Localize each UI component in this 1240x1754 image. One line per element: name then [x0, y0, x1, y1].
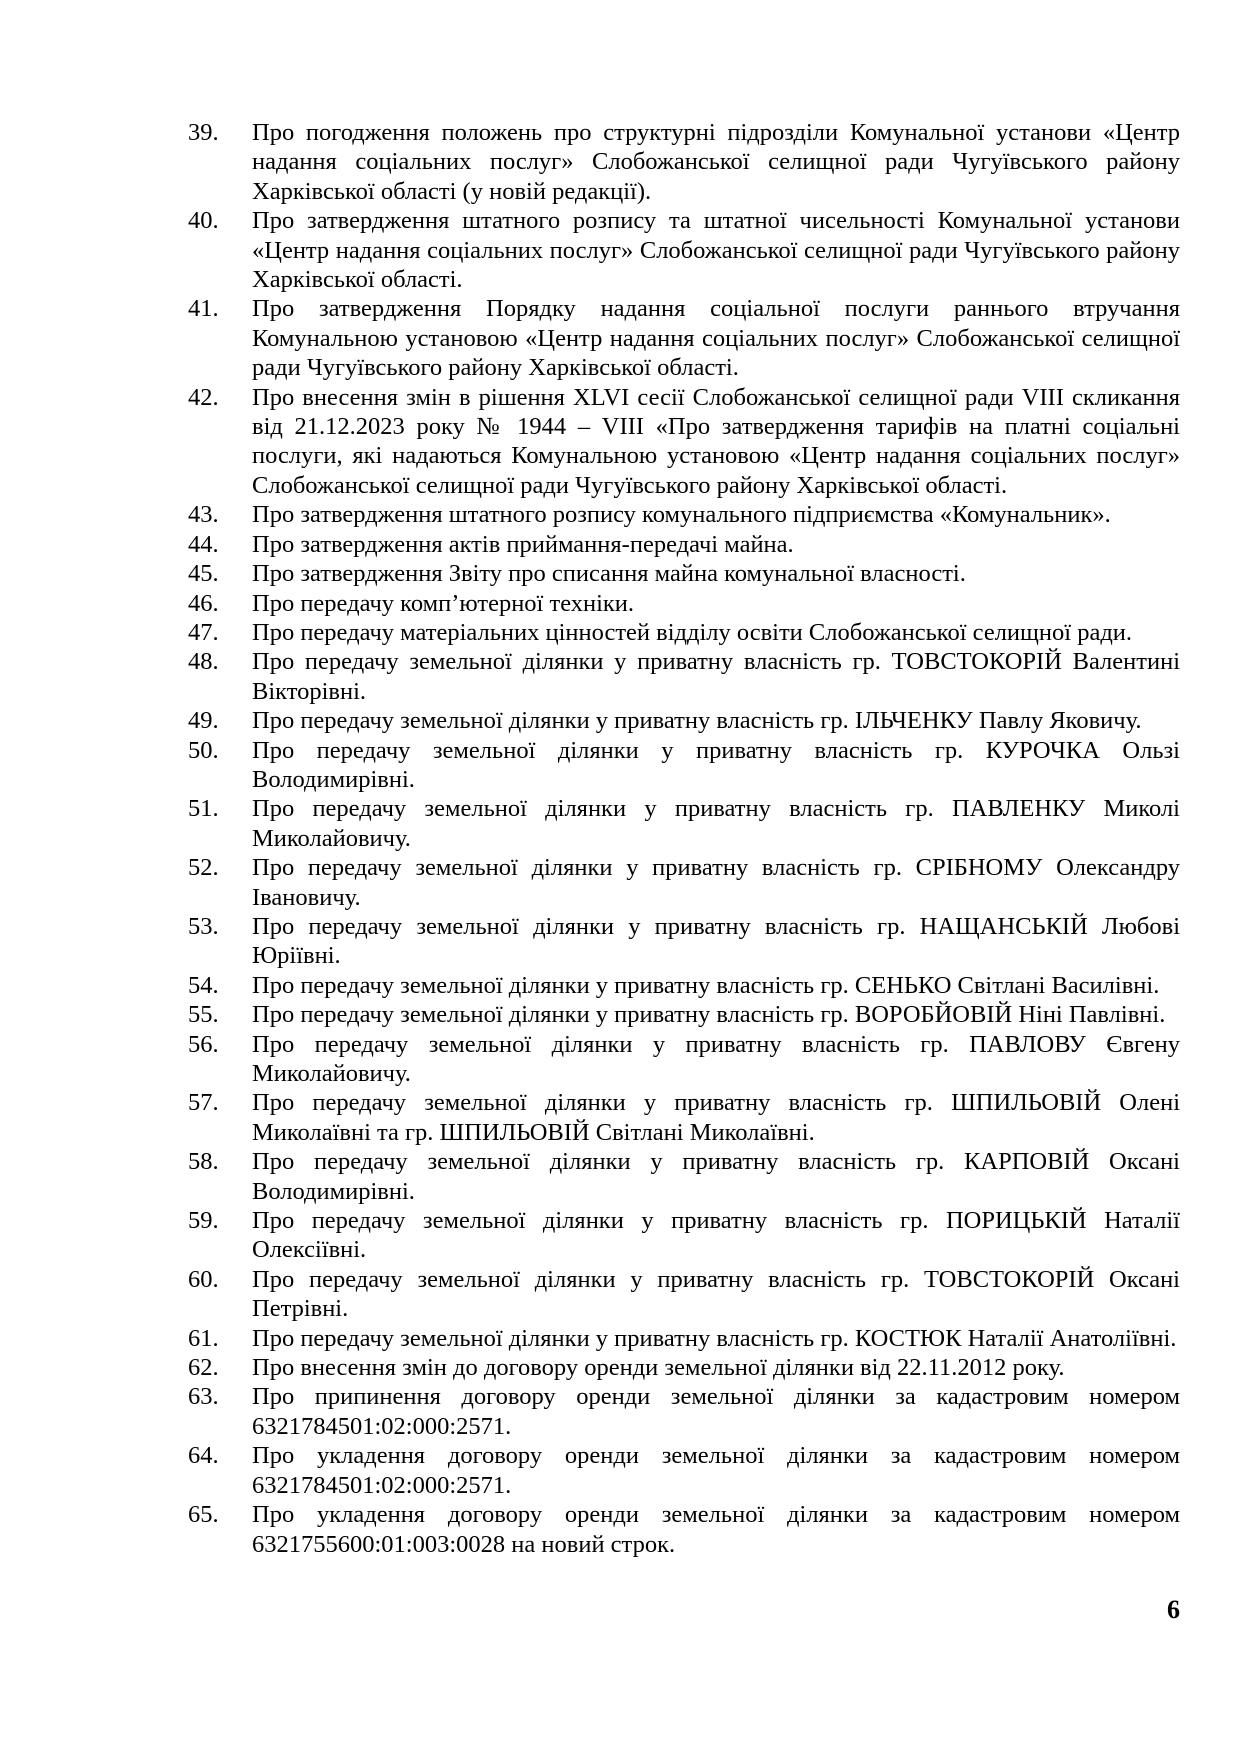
agenda-item: [188, 1353, 1180, 1382]
item-text: Про передачу земельної ділянки у приватну власність гр. ШПИЛЬОВІЙ Олені Миколаївні та гр. ШПИЛЬОВІЙ Світлані Миколаївні.: [252, 1089, 1180, 1146]
item-number: 51.: [188, 795, 219, 823]
agenda-list: [188, 118, 1180, 1559]
item-number: 42.: [188, 383, 219, 411]
agenda-item: [188, 618, 1180, 647]
item-text: Про передачу земельної ділянки у приватну власність гр. КАРПОВІЙ Оксані Володимирівні.: [252, 1148, 1180, 1205]
item-number: 47.: [188, 618, 219, 646]
agenda-item: [188, 1441, 1180, 1500]
item-number: 60.: [188, 1265, 219, 1293]
item-text: Про передачу земельної ділянки у приватну власність гр. ІЛЬЧЕНКУ Павлу Яковичу.: [252, 707, 1142, 735]
item-text: Про укладення договору оренди земельної ділянки за кадастровим номером 6321784501:02:000:2571.: [252, 1442, 1180, 1499]
item-text: Про передачу земельної ділянки у приватну власність гр. КУРОЧКА Ользі Володимирівні.: [252, 736, 1180, 793]
agenda-item: [188, 589, 1180, 618]
item-text: Про затвердження Звіту про списання майна комунальної власності.: [252, 560, 966, 588]
item-number: 62.: [188, 1354, 219, 1382]
agenda-item: [188, 294, 1180, 382]
agenda-item: [188, 971, 1180, 1000]
agenda-item: [188, 1088, 1180, 1147]
item-number: 40.: [188, 207, 219, 235]
item-number: 46.: [188, 589, 219, 617]
item-text: Про передачу земельної ділянки у приватну власність гр. СРІБНОМУ Олександру Івановичу.: [252, 854, 1180, 911]
item-text: Про передачу земельної ділянки у приватну власність гр. НАЩАНСЬКІЙ Любові Юріївні.: [252, 912, 1180, 970]
item-text: Про передачу земельної ділянки у приватну власність гр. ПАВЛОВУ Євгену Миколайовичу.: [252, 1030, 1180, 1087]
agenda-item: [188, 118, 1180, 206]
item-text: Про припинення договору оренди земельної ділянки за кадастровим номером 6321784501:02:000:2571.: [252, 1383, 1180, 1440]
item-number: 50.: [188, 736, 219, 764]
agenda-item: [188, 1382, 1180, 1441]
agenda-item: [188, 206, 1180, 294]
agenda-item: [188, 1324, 1180, 1353]
item-text: Про укладення договору оренди земельної ділянки за кадастровим номером 6321755600:01:003:0028 на новий строк.: [252, 1501, 1180, 1558]
agenda-item: [188, 383, 1180, 501]
item-number: 63.: [188, 1383, 219, 1411]
item-text: Про передачу земельної ділянки у приватну власність гр. ПАВЛЕНКУ Миколі Миколайовичу.: [252, 795, 1180, 852]
item-number: 45.: [188, 560, 219, 588]
agenda-item: [188, 1500, 1180, 1559]
agenda-item: [188, 1000, 1180, 1029]
item-number: 64.: [188, 1442, 219, 1470]
agenda-item: [188, 647, 1180, 706]
item-text: Про передачу комп’ютерної техніки.: [252, 589, 635, 617]
agenda-item: [188, 736, 1180, 795]
item-text: Про внесення змін в рішення XLVI сесії Слобожанської селищної ради VIII скликання від 21.12.2023 року № 1944 – VIII «Про затвердження тарифів на платні соціальні послуги, які надаються Комунальною установою «Центр надання соціальних послуг» Слобожанської селищної ради Чугуївського району Харківської області.: [252, 383, 1180, 499]
agenda-item: [188, 559, 1180, 588]
item-number: 49.: [188, 707, 219, 735]
item-text: Про затвердження актів приймання-передачі майна.: [252, 530, 794, 558]
item-number: 59.: [188, 1207, 219, 1235]
item-text: Про затвердження штатного розпису комунального підприємства «Комунальник».: [252, 501, 1111, 529]
item-number: 65.: [188, 1501, 219, 1529]
item-text: Про передачу земельної ділянки у приватну власність гр. СЕНЬКО Світлані Василівні.: [252, 971, 1160, 999]
item-number: 58.: [188, 1148, 219, 1176]
item-text: Про передачу земельної ділянки у приватну власність гр. ТОВСТОКОРІЙ Валентині Вікторівні.: [252, 648, 1180, 705]
item-text: Про передачу земельної ділянки у приватну власність гр. КОСТЮК Наталії Анатоліївні.: [252, 1324, 1177, 1352]
item-text: Про передачу земельної ділянки у приватну власність гр. ТОВСТОКОРІЙ Оксані Петрівні.: [252, 1265, 1180, 1323]
item-number: 41.: [188, 295, 219, 323]
item-number: 43.: [188, 501, 219, 529]
item-number: 56.: [188, 1030, 219, 1058]
agenda-item: [188, 794, 1180, 853]
agenda-item: [188, 912, 1180, 971]
agenda-item: [188, 530, 1180, 559]
item-number: 55.: [188, 1001, 219, 1029]
item-text: Про затвердження Порядку надання соціальної послуги раннього втручання Комунальною установою «Центр надання соціальних послуг» Слобожанської селищної ради Чугуївського району Харківської області.: [252, 295, 1180, 382]
item-text: Про внесення змін до договору оренди земельної ділянки від 22.11.2012 року.: [252, 1354, 1065, 1382]
agenda-item: [188, 1147, 1180, 1206]
item-number: 54.: [188, 971, 219, 999]
agenda-item: [188, 1030, 1180, 1089]
item-text: Про затвердження штатного розпису та штатної чисельності Комунальної установи «Центр надання соціальних послуг» Слобожанської селищної ради Чугуївського району Харківської області.: [252, 207, 1180, 294]
agenda-item: [188, 1265, 1180, 1324]
item-number: 61.: [188, 1324, 219, 1352]
item-text: Про передачу земельної ділянки у приватну власність гр. ПОРИЦЬКІЙ Наталії Олексіївні.: [252, 1207, 1180, 1264]
agenda-item: [188, 853, 1180, 912]
item-number: 44.: [188, 530, 219, 558]
item-number: 52.: [188, 854, 219, 882]
item-number: 57.: [188, 1089, 219, 1117]
item-text: Про погодження положень про структурні підрозділи Комунальної установи «Центр надання соціальних послуг» Слобожанської селищної ради Чугуївського району Харківської області (у новій редакції).: [252, 119, 1180, 205]
item-number: 53.: [188, 912, 219, 940]
agenda-item: [188, 1206, 1180, 1265]
agenda-item: [188, 706, 1180, 735]
item-number: 48.: [188, 648, 219, 676]
item-number: 39.: [188, 119, 219, 146]
page-number: 6: [1167, 1595, 1180, 1624]
agenda-item: [188, 500, 1180, 529]
item-text: Про передачу матеріальних цінностей відділу освіти Слобожанської селищної ради.: [252, 618, 1133, 646]
item-text: Про передачу земельної ділянки у приватну власність гр. ВОРОБЙОВІЙ Ніні Павлівні.: [252, 1001, 1166, 1029]
